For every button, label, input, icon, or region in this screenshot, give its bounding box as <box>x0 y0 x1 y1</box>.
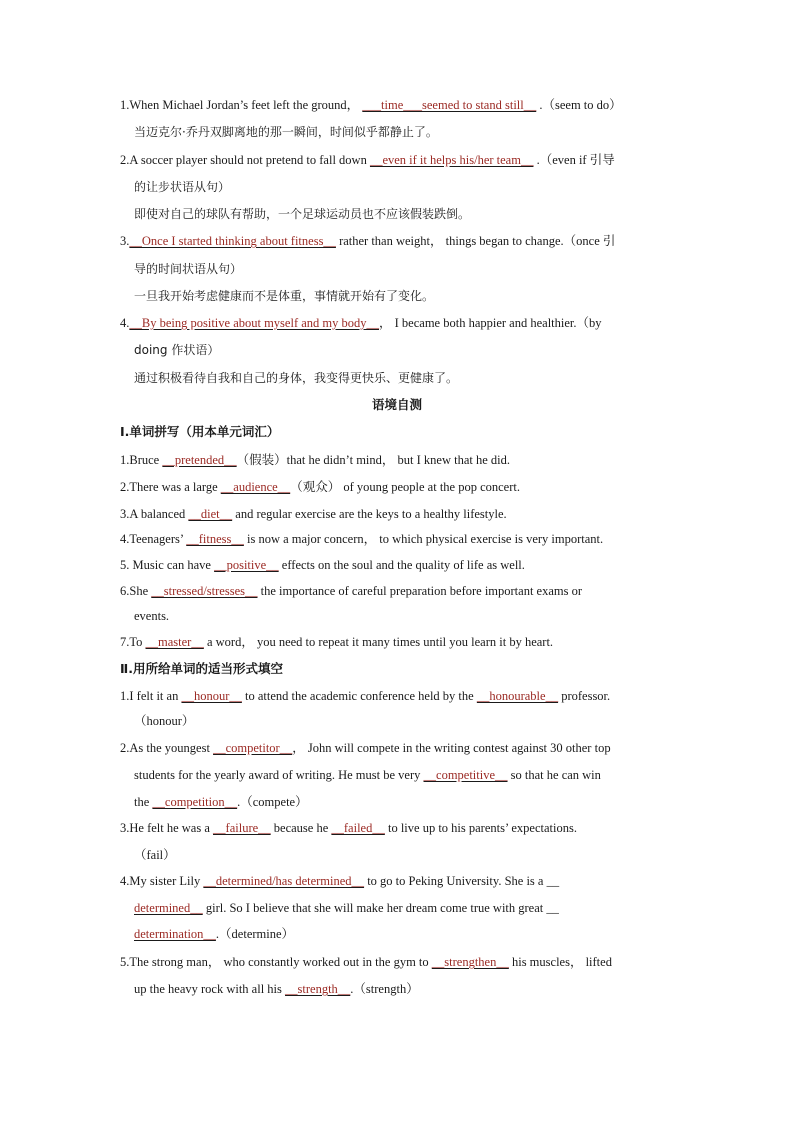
part-2-question-3-hint: （fail） <box>134 848 176 862</box>
part-2-heading: Ⅱ.用所给单词的适当形式填空 <box>120 661 283 676</box>
text: 7.To <box>120 635 146 649</box>
text: 1.Bruce <box>120 453 163 467</box>
part-2-question-2-line-2 <box>134 767 601 783</box>
sentence-1-translation: 当迈克尔·乔丹双脚离地的那一瞬间，时间似乎都静止了。 <box>134 125 438 139</box>
text: is now a major concern， to which physical exercise is very important. <box>243 532 604 546</box>
answer: __determined/has determined__ <box>203 874 365 888</box>
part-2-question-4-line-3 <box>134 926 294 942</box>
sentence-2-translation: 即使对自己的球队有帮助，一个足球运动员也不应该假装跌倒。 <box>134 207 471 221</box>
text: to go to Peking University. She is a __ <box>364 874 560 888</box>
part-1-question-6-cont: events. <box>134 609 170 623</box>
text: 3. <box>120 234 130 248</box>
sentence-2-note: 的让步状语从句） <box>134 180 231 194</box>
text: 3.He felt he was a <box>120 821 214 835</box>
section-title: 语境自测 <box>371 397 422 412</box>
answer: __even if it helps his/her team__ <box>369 153 534 167</box>
text: so that he can win <box>507 768 601 782</box>
answer: __competitor__ <box>213 741 293 755</box>
part-2-question-4-line-2 <box>134 900 559 916</box>
text: ， John will compete in the writing contest against 30 other top <box>292 741 611 755</box>
text: and regular exercise are the keys to a healthy lifestyle. <box>232 507 507 521</box>
text: 6.She <box>120 584 152 598</box>
answer: determination__ <box>134 927 216 941</box>
sentence-2 <box>120 152 615 168</box>
answer: __strengthen__ <box>431 955 509 969</box>
text: the importance of careful preparation before important exams or <box>257 584 583 598</box>
answer: ___time___seemed to stand still__ <box>362 98 537 112</box>
text: .（even if 引导 <box>536 153 615 167</box>
answer: __audience__ <box>220 480 291 494</box>
answer: __strength__ <box>285 982 351 996</box>
part-2-question-2 <box>120 740 611 756</box>
text: （观众） of young people at the pop concert. <box>290 480 520 494</box>
text: effects on the soul and the quality of life as well. <box>278 558 525 572</box>
text: 4.Teenagers’ <box>120 532 187 546</box>
sentence-1 <box>120 97 622 113</box>
text: .（seem to do） <box>539 98 622 112</box>
part-1-question-2 <box>120 479 520 495</box>
part-2-question-5 <box>120 954 612 970</box>
answer: __fitness__ <box>186 532 244 546</box>
answer: __By being positive about myself and my body__ <box>129 316 380 330</box>
text: 3.A balanced <box>120 507 189 521</box>
text: to live up to his parents’ expectations. <box>384 821 577 835</box>
text: ， I became both happier and healthier.（by <box>379 316 602 330</box>
answer: __pretended__ <box>162 453 237 467</box>
text: .（compete） <box>237 795 308 809</box>
part-2-question-3 <box>120 820 577 836</box>
text: girl. So I believe that she will make her dream come true with great __ <box>202 901 559 915</box>
text: rather than weight， things began to change.（once 引 <box>335 234 616 248</box>
part-2-question-5-line-2 <box>134 981 419 997</box>
part-2-question-2-line-3 <box>134 794 308 810</box>
text: professor. <box>558 689 611 703</box>
text: to attend the academic conference held by the <box>241 689 477 703</box>
answer: __competition__ <box>152 795 238 809</box>
part-1-question-7 <box>120 634 553 650</box>
text: （假装）that he didn’t mind， but I knew that he did. <box>236 453 510 467</box>
text: because he <box>270 821 332 835</box>
text: the <box>134 795 153 809</box>
text: up the heavy rock with all his <box>134 982 286 996</box>
part-1-question-1 <box>120 452 510 468</box>
answer: __master__ <box>145 635 204 649</box>
sentence-3-note: 导的时间状语从句） <box>134 262 243 276</box>
text: a word， you need to repeat it many times until you learn it by heart. <box>203 635 554 649</box>
sentence-4 <box>120 315 602 331</box>
text: 4. <box>120 316 130 330</box>
answer: __honour__ <box>181 689 242 703</box>
answer: determined__ <box>134 901 203 915</box>
part-1-question-3 <box>120 506 507 522</box>
text: 1.When Michael Jordan’s feet left the ground， <box>120 98 360 112</box>
text: 1.I felt it an <box>120 689 182 703</box>
part-1-question-5 <box>120 557 525 573</box>
sentence-3 <box>120 233 615 249</box>
part-1-heading: Ⅰ.单词拼写（用本单元词汇） <box>120 424 280 439</box>
answer: __honourable__ <box>476 689 559 703</box>
sentence-3-translation: 一旦我开始考虑健康而不是体重，事情就开始有了变化。 <box>134 289 435 303</box>
answer: __failed__ <box>331 821 385 835</box>
answer: __competitive__ <box>423 768 508 782</box>
answer: __diet__ <box>188 507 233 521</box>
text: his muscles， lifted <box>508 955 612 969</box>
text: .（determine） <box>215 927 295 941</box>
text: 5.The strong man， who constantly worked out in the gym to <box>120 955 432 969</box>
answer: __failure__ <box>213 821 271 835</box>
text: 2.There was a large <box>120 480 221 494</box>
answer: __stressed/stresses__ <box>151 584 258 598</box>
text: students for the yearly award of writing. He must be very <box>134 768 424 782</box>
part-1-question-6 <box>120 583 582 599</box>
text: 2.As the youngest <box>120 741 214 755</box>
text: 5. Music can have <box>120 558 215 572</box>
sentence-4-translation: 通过积极看待自我和自己的身体，我变得更快乐、更健康了。 <box>134 371 459 385</box>
part-2-question-1 <box>120 688 610 704</box>
answer: __positive__ <box>214 558 279 572</box>
part-2-question-1-hint: （honour） <box>134 714 195 728</box>
part-1-question-4 <box>120 531 603 547</box>
text: 4.My sister Lily <box>120 874 204 888</box>
answer: __Once I started thinking about fitness__ <box>129 234 336 248</box>
text: 2.A soccer player should not pretend to fall down <box>120 153 370 167</box>
text: .（strength） <box>350 982 419 996</box>
part-2-question-4 <box>120 873 559 889</box>
sentence-4-note: doing 作状语） <box>134 343 220 357</box>
